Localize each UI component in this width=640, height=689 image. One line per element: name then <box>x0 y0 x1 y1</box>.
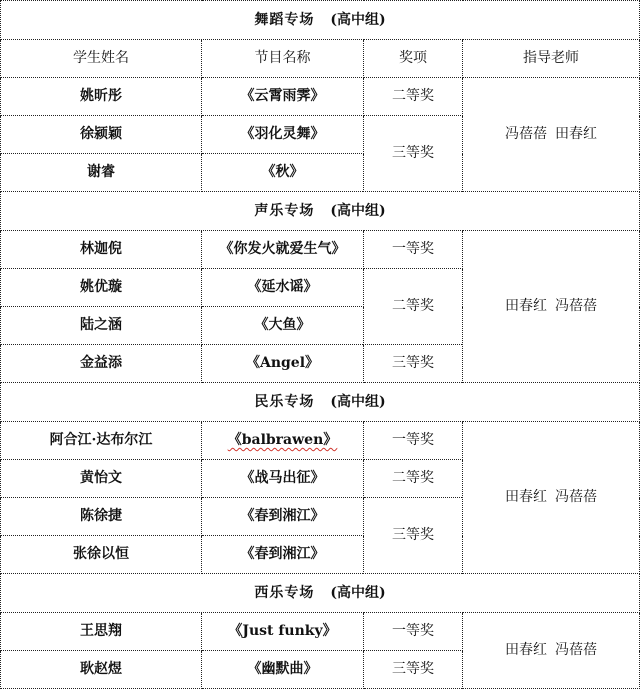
program-name: 《春到湘江》 <box>202 536 364 574</box>
student-name: 王思翔 <box>1 613 202 651</box>
header-teacher: 指导老师 <box>463 40 640 78</box>
award-cell: 二等奖 <box>364 460 463 498</box>
teacher-name: 冯蓓蓓 <box>555 298 597 314</box>
teacher-cell <box>463 422 640 574</box>
section-subtitle-text: (高中组) <box>330 393 386 410</box>
program-name: 《云霄雨霁》 <box>202 78 364 116</box>
program-name: 《你发火就爱生气》 <box>202 231 364 269</box>
section-title-text: 声乐专场 <box>254 202 315 219</box>
program-name-text: 《balbrawen》 <box>227 432 338 448</box>
award-cell: 一等奖 <box>364 231 463 269</box>
teacher-name: 冯蓓蓓 <box>505 126 547 142</box>
program-name: 《秋》 <box>202 154 364 192</box>
teacher-name: 田春红 <box>505 642 547 658</box>
student-name: 谢睿 <box>1 154 202 192</box>
section-title-text: 民乐专场 <box>254 393 315 410</box>
program-name: 《羽化灵舞》 <box>202 116 364 154</box>
section-subtitle-text: (高中组) <box>330 202 386 219</box>
program-name: 《Just funky》 <box>202 613 364 651</box>
award-cell: 三等奖 <box>364 498 463 574</box>
section-header-row <box>1 383 640 422</box>
section-header-row <box>1 574 640 613</box>
section-title-western <box>1 574 640 613</box>
section-subtitle-text: (高中组) <box>330 584 386 601</box>
award-cell: 一等奖 <box>364 613 463 651</box>
student-name: 耿赵煜 <box>1 651 202 689</box>
teacher-name: 田春红 <box>555 126 597 142</box>
section-subtitle-text: (高中组) <box>330 11 386 28</box>
teacher-cell <box>463 613 640 689</box>
award-cell: 二等奖 <box>364 269 463 345</box>
header-award: 奖项 <box>364 40 463 78</box>
program-name: 《幽默曲》 <box>202 651 364 689</box>
award-cell: 一等奖 <box>364 422 463 460</box>
teacher-name: 田春红 <box>505 489 547 505</box>
program-name: 《春到湘江》 <box>202 498 364 536</box>
teacher-name: 冯蓓蓓 <box>555 489 597 505</box>
student-name: 阿合江·达布尔江 <box>1 422 202 460</box>
section-title-vocal <box>1 192 640 231</box>
program-name: 《大鱼》 <box>202 307 364 345</box>
student-name: 张徐以恒 <box>1 536 202 574</box>
column-header-row <box>1 40 640 78</box>
award-cell: 三等奖 <box>364 116 463 192</box>
program-name <box>202 422 364 460</box>
teacher-name: 冯蓓蓓 <box>555 642 597 658</box>
section-title-text: 舞蹈专场 <box>254 11 315 28</box>
section-title-dance <box>1 1 640 40</box>
program-name: 《Angel》 <box>202 345 364 383</box>
student-name: 陆之涵 <box>1 307 202 345</box>
header-program: 节目名称 <box>202 40 364 78</box>
section-title-text: 西乐专场 <box>254 584 315 601</box>
student-name: 徐颍颖 <box>1 116 202 154</box>
student-name: 林迦倪 <box>1 231 202 269</box>
section-header-row <box>1 192 640 231</box>
section-title-folk <box>1 383 640 422</box>
teacher-cell <box>463 231 640 383</box>
award-cell: 三等奖 <box>364 651 463 689</box>
section-header-row <box>1 1 640 40</box>
program-name: 《延水谣》 <box>202 269 364 307</box>
award-cell: 二等奖 <box>364 78 463 116</box>
program-name: 《战马出征》 <box>202 460 364 498</box>
table-row <box>1 231 640 269</box>
student-name: 陈徐捷 <box>1 498 202 536</box>
student-name: 姚优璇 <box>1 269 202 307</box>
student-name: 黄怡文 <box>1 460 202 498</box>
student-name: 金益添 <box>1 345 202 383</box>
header-student: 学生姓名 <box>1 40 202 78</box>
student-name: 姚昕彤 <box>1 78 202 116</box>
table-row <box>1 422 640 460</box>
teacher-name: 田春红 <box>505 298 547 314</box>
table-row <box>1 613 640 651</box>
teacher-cell <box>463 78 640 192</box>
award-cell: 三等奖 <box>364 345 463 383</box>
table-row <box>1 78 640 116</box>
